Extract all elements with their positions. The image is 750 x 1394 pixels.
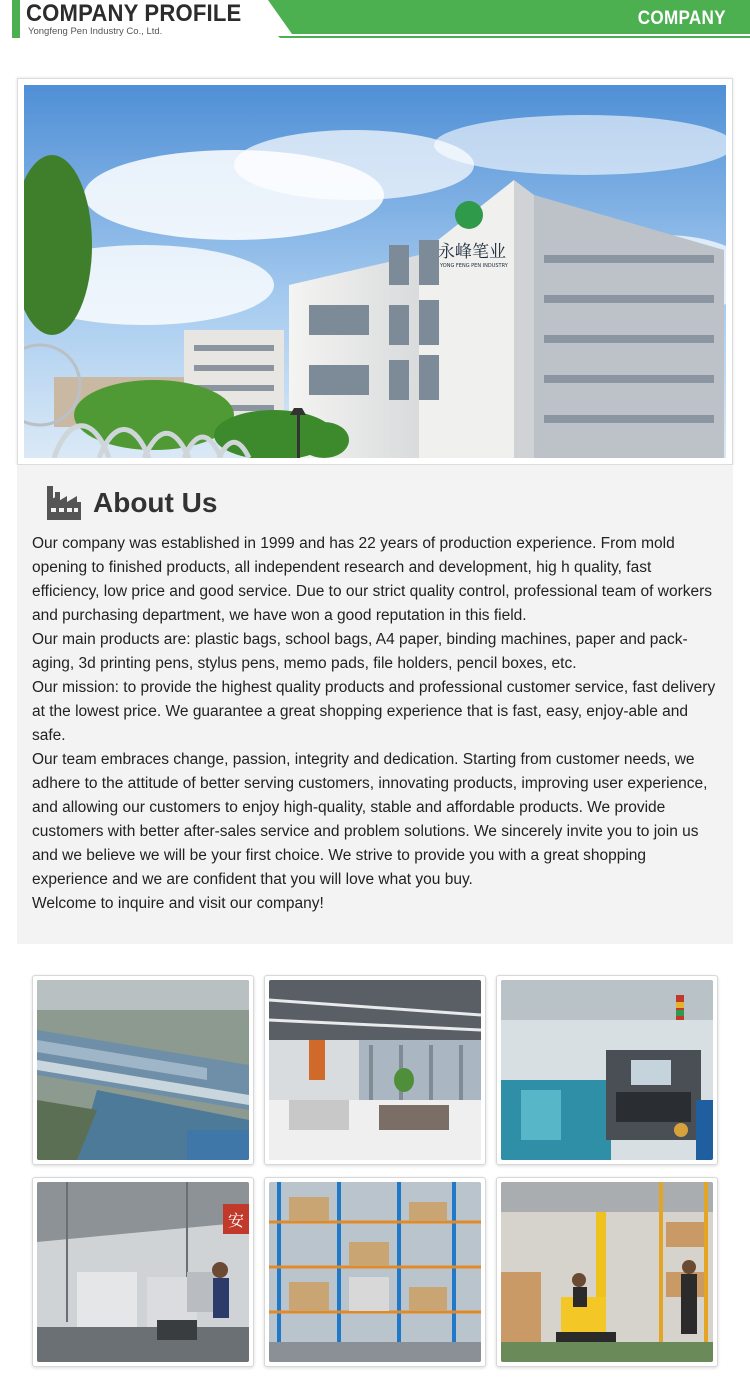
about-paragraph-welcome: Welcome to inquire and visit our company!: [32, 895, 324, 912]
gallery-photo-office: [264, 975, 486, 1165]
gallery-photo-workshop: [32, 1177, 254, 1367]
page-subtitle: Yongfeng Pen Industry Co., Ltd.: [28, 26, 163, 37]
about-paragraph-history: Our company was established in 1999 and has 22 years of production experience. From mold opening to finished products, all independent research and development, hig h quality, fast efficiency, low price and good service. Due to our strict quality control, professional team of workers and purchasing department, we have won a good reputation in this field.: [32, 535, 713, 624]
building-sign-english: YONG FENG PEN INDUSTRY: [440, 263, 508, 269]
factory-building-photo: [24, 85, 726, 458]
about-body: [32, 532, 722, 916]
building-sign-chinese: 永峰笔业: [438, 242, 506, 262]
about-paragraph-team: Our team embraces change, passion, integrity and dedication. Starting from customer needs, we adhere to the attitude of better serving customers, innovating products, improving user experience, and allowing our customers to enjoy high-quality, stable and affordable products. We provide customers with better after-sales service and problem solutions. We sincerely invite you to join us and we believe we will be your first choice. We strive to provide you with a great shopping experience and we are confident that you will love what you buy.: [32, 751, 708, 888]
gallery-photo-aerial-factory: [32, 975, 254, 1165]
page-title: COMPANY PROFILE: [26, 0, 242, 27]
workshop-sign-chinese: 安: [228, 1211, 245, 1230]
page-header: [0, 0, 750, 44]
factory-icon: [45, 484, 83, 520]
about-paragraph-mission: Our mission: to provide the highest quality products and professional customer service, fast delivery at the lowest price. We guarantee a great shopping experience that is fast, easy, enjoy-able and safe.: [32, 679, 716, 744]
gallery-photo-warehouse-racks: [264, 1177, 486, 1367]
gallery-photo-forklift: [496, 1177, 718, 1367]
about-us-panel: [17, 466, 733, 944]
about-paragraph-products: Our main products are: plastic bags, school bags, A4 paper, binding machines, paper and pack-aging, 3d printing pens, stylus pens, memo pads, file holders, pencil boxes, etc.: [32, 631, 688, 672]
hero-photo-frame: [17, 78, 733, 465]
gallery-photo-cnc-panel: [496, 975, 718, 1165]
about-heading: About Us: [93, 487, 218, 518]
header-right-label: COMPANY: [637, 8, 726, 29]
header-accent-bar: [12, 0, 20, 38]
